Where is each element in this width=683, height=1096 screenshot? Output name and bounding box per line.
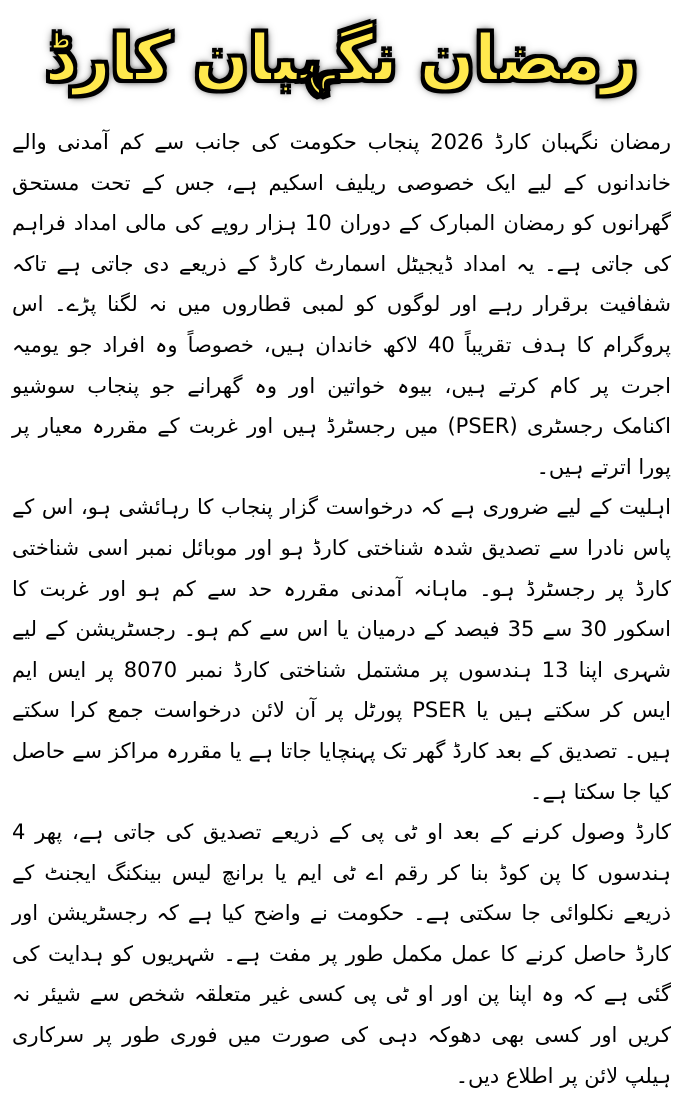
article-paragraph: اہلیت کے لیے ضروری ہے کہ درخواست گزار پنجاب کا رہائشی ہو، اس کے پاس نادرا سے تصدیق شدہ شناختی کارڈ ہو اور موبائل نمبر اسی شناختی کارڈ پر رجسٹرڈ ہو۔ ماہانہ آمدنی مقررہ حد سے کم ہو اور غربت کا اسکور 30 سے 35 فیصد کے درمیان یا اس سے کم ہو۔ رجسٹریشن کے لیے شہری اپنا 13 ہندسوں پر مشتمل شناختی کارڈ نمبر 8070 پر ایس ایم ایس کر سکتے ہیں یا PSER پورٹل پر آن لائن درخواست جمع کرا سکتے ہیں۔ تصدیق کے بعد کارڈ گھر تک پہنچایا جاتا ہے یا مقررہ مراکز سے حاصل کیا جا سکتا ہے۔ — [12, 495, 672, 804]
article-paragraph: کارڈ وصول کرنے کے بعد او ٹی پی کے ذریعے تصدیق کی جاتی ہے، پھر 4 ہندسوں کا پن کوڈ بنا کر رقم اے ٹی ایم یا برانچ لیس بینکنگ ایجنٹ کے ذریعے نکلوائی جا سکتی ہے۔ حکومت نے واضح کیا ہے کہ رجسٹریشن اور کارڈ حاصل کرنے کا عمل مکمل طور پر مفت ہے۔ شہریوں کو ہدایت کی گئی ہے کہ وہ اپنا پن اور او ٹی پی کسی غیر متعلقہ شخص سے شیئر نہ کریں اور کسی بھی دھوکہ دہی کی صورت میں فوری طور پر سرکاری ہیلپ لائن پر اطلاع دیں۔ — [12, 820, 671, 1088]
article-body — [12, 122, 671, 1096]
article-paragraph: رمضان نگہبان کارڈ 2026 پنجاب حکومت کی جانب سے کم آمدنی والے خاندانوں کے لیے ایک خصوصی ریلیف اسکیم ہے، جس کے تحت مستحق گھرانوں کو رمضان المبارک کے دوران 10 ہزار روپے کی مالی امداد فراہم کی جاتی ہے۔ یہ امداد ڈیجیٹل اسمارٹ کارڈ کے ذریعے دی جاتی ہے تاکہ شفافیت برقرار رہے اور لوگوں کو لمبی قطاروں میں نہ لگنا پڑے۔ اس پروگرام کا ہدف تقریباً 40 لاکھ خاندان ہیں، خصوصاً وہ افراد جو یومیہ اجرت پر کام کرتے ہیں، بیوہ خواتین اور وہ گھرانے جو پنجاب سوشیو اکنامک رجسٹری (PSER) میں رجسٹرڈ ہیں اور غربت کے مقررہ معیار پر پورا اترتے ہیں۔ — [12, 130, 671, 479]
title-banner — [0, 0, 683, 118]
page-title: رمضان نگہبان کارڈ — [45, 22, 638, 96]
